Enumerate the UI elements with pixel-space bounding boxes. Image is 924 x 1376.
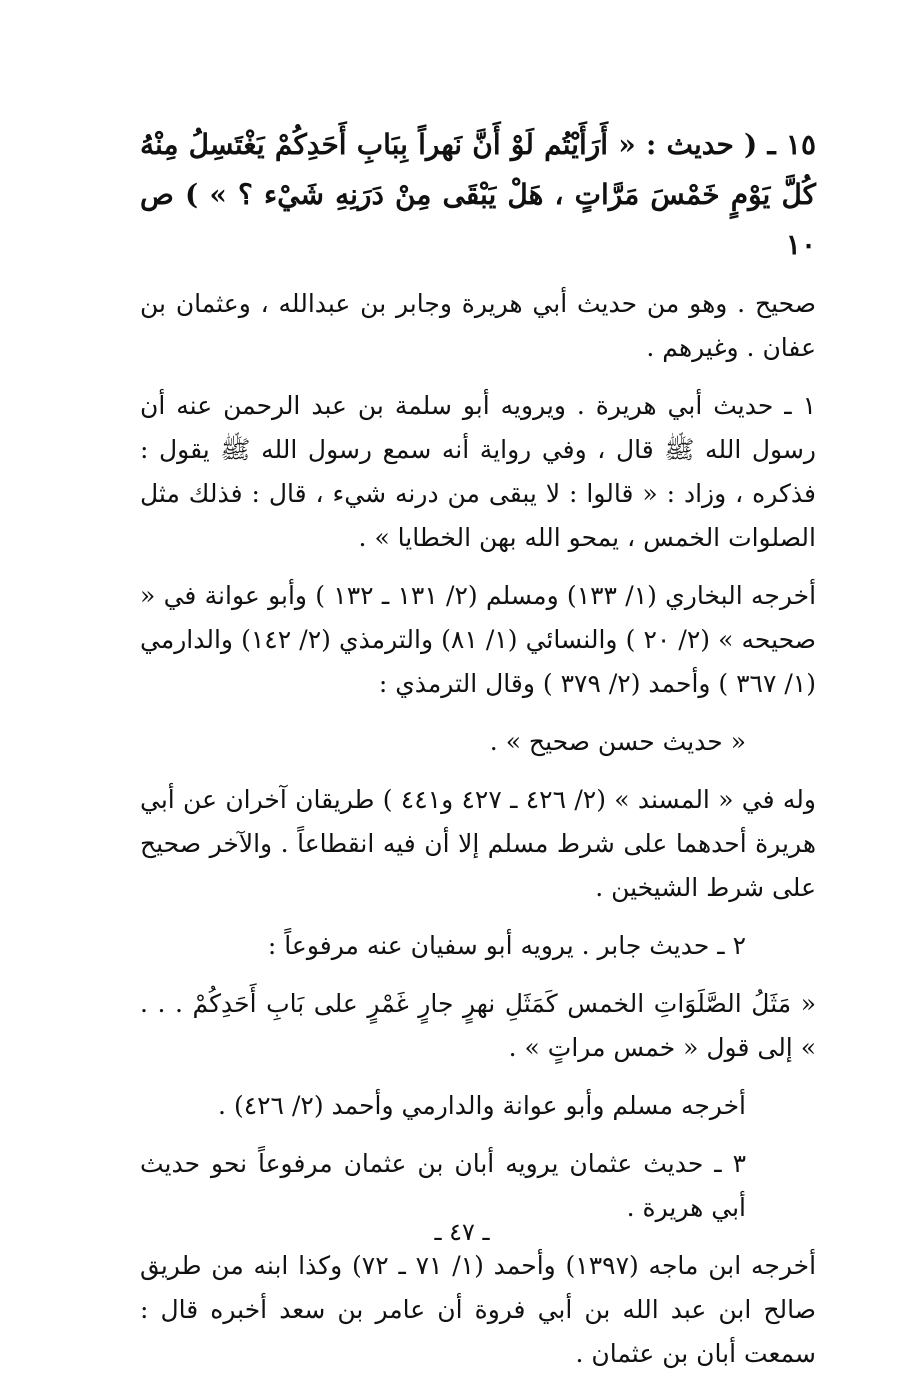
jabir-sources: أخرجه مسلم وأبو عوانة والدارمي وأحمد (٢/ ٤٢٦) . — [218, 1091, 746, 1120]
grading-paragraph: صحيح . وهو من حديث أبي هريرة وجابر بن عبدالله ، وعثمان بن عفان . وغيرهم . — [140, 289, 816, 362]
abu-hurayra-sources: أخرجه البخاري (١/ ١٣٣) ومسلم (٢/ ١٣١ ـ ١٣٢ ) وأبو عوانة في « صحيحه » (٢/ ٢٠ ) والنسائي (١/ ٨١) والترمذي (٢/ ١٤٢) والدارمي (١/ ٣٦٧ ) وأحمد (٢/ ٣٧٩ ) وقال الترمذي : — [140, 581, 817, 698]
page-number: ـ ٤٧ ـ — [434, 1218, 490, 1246]
tirmidhi-quote: « حديث حسن صحيح » . — [489, 727, 746, 756]
jabir-hadith-text: « مَثَلُ الصَّلَوَاتِ الخمس كَمَثَلِ نهرٍ جارٍ غَمْرٍ على بَابِ أَحَدِكُمْ . . . » إلى قول « خمس مراتٍ » . — [140, 989, 816, 1062]
jabir-narration-heading: ٢ ـ حديث جابر . يرويه أبو سفيان عنه مرفوعاً : — [267, 931, 746, 960]
uthman-sources: أخرجه ابن ماجه (١٣٩٧) وأحمد (١/ ٧١ ـ ٧٢) وكذا ابنه من طريق صالح ابن عبد الله بن أبي فروة أن عامر بن سعد أخبره قال : سمعت أبان بن عثمان . — [140, 1251, 817, 1368]
musnad-routes: وله في « المسند » (٢/ ٤٢٦ ـ ٤٢٧ و٤٤١ ) طريقان آخران عن أبي هريرة أحدهما على شرط مسلم إلا أن فيه انقطاعاً . والآخر صحيح على شرط الشيخين . — [140, 785, 816, 902]
abu-hurayra-narration: ١ ـ حديث أبي هريرة . ويرويه أبو سلمة بن عبد الرحمن عنه أن رسول الله ﷺ قال ، وفي رواية أنه سمع رسول الله ﷺ يقول : فذكره ، وزاد : « قالوا : لا يبقى من درنه شيء ، قال : فذلك مثل الصلوات الخمس ، يمحو الله بهن الخطايا » . — [140, 391, 816, 552]
hadith-heading: ١٥ ـ ( حديث : « أَرَأَيْتُم لَوْ أَنَّ نَهراً بِبَابِ أَحَدِكُمْ يَغْتَسِلُ مِنْهُ كُلَّ يَوْمٍ خَمْسَ مَرَّاتٍ ، هَلْ يَبْقَى مِنْ دَرَنِهِ شَيْء ؟ » ) ص ١٠ — [140, 128, 816, 261]
uthman-narration-heading: ٣ ـ حديث عثمان يرويه أبان بن عثمان مرفوعاً نحو حديث أبي هريرة . — [140, 1149, 746, 1222]
